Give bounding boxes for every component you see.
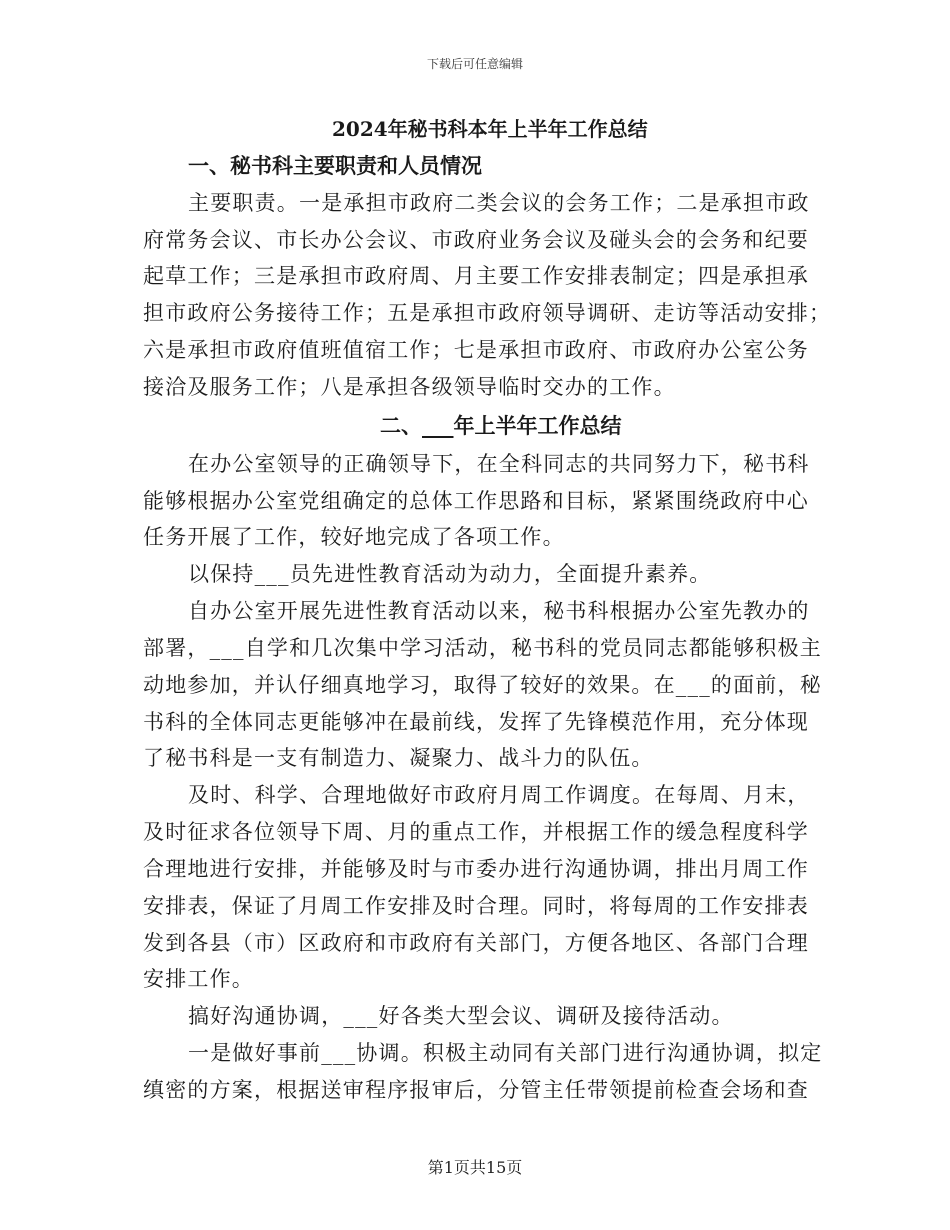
paragraph-line: 接洽及服务工作；八是承担各级领导临时交办的工作。 bbox=[143, 375, 676, 399]
paragraph-line: 动地参加，并认仔细真地学习，取得了较好的效果。在___的面前，秘 bbox=[143, 673, 822, 697]
paragraph-line: 以保持___员先进性教育活动为动力，全面提升素养。 bbox=[188, 562, 712, 586]
paragraph-line: 担市政府公务接待工作；五是承担市政府领导调研、走访等活动安排； bbox=[143, 301, 832, 325]
paragraph-line: 合理地进行安排，并能够及时与市委办进行沟通协调，排出月周工作 bbox=[143, 857, 809, 881]
paragraph-line: 发到各县（市）区政府和市政府有关部门，方便各地区、各部门合理 bbox=[143, 931, 809, 955]
paragraph-line: 起草工作；三是承担市政府周、月主要工作安排表制定；四是承担承 bbox=[143, 264, 809, 288]
paragraph-line: 在办公室领导的正确领导下，在全科同志的共同努力下，秘书科 bbox=[188, 452, 810, 476]
paragraph-line: 一是做好事前___协调。积极主动同有关部门进行沟通协调，拟定 bbox=[188, 1041, 823, 1065]
paragraph-line: 安排表，保证了月周工作安排及时合理。同时，将每周的工作安排表 bbox=[143, 894, 809, 918]
paragraph-line: 自办公室开展先进性教育活动以来，秘书科根据办公室先教办的 bbox=[188, 599, 810, 623]
paragraph-line: 任务开展了工作，较好地完成了各项工作。 bbox=[143, 525, 565, 549]
document-title: 2024年秘书科本年上半年工作总结 bbox=[332, 117, 648, 141]
paragraph-line: 了秘书科是一支有制造力、凝聚力、战斗力的队伍。 bbox=[143, 746, 654, 770]
paragraph-line: 府常务会议、市长办公会议、市政府业务会议及碰头会的会务和纪要 bbox=[143, 228, 809, 252]
section-heading-1: 一、秘书科主要职责和人员情况 bbox=[188, 153, 482, 178]
paragraph-line: 安排工作。 bbox=[143, 967, 254, 991]
paragraph-line: 部署，___自学和几次集中学习活动，秘书科的党员同志都能够积极主 bbox=[143, 636, 822, 660]
paragraph-line: 搞好沟通协调，___好各类大型会议、调研及接待活动。 bbox=[188, 1004, 734, 1028]
paragraph-line: 书科的全体同志更能够冲在最前线，发挥了先锋模范作用，充分体现 bbox=[143, 710, 809, 734]
header-note: 下载后可任意编辑 bbox=[426, 57, 523, 71]
page-footer: 第1页共15页 bbox=[427, 1158, 523, 1177]
paragraph-line: 及时、科学、合理地做好市政府月周工作调度。在每周、月末， bbox=[188, 783, 810, 807]
paragraph-line: 及时征求各位领导下周、月的重点工作，并根据工作的缓急程度科学 bbox=[143, 820, 809, 844]
paragraph-line: 缜密的方案，根据送审程序报审后，分管主任带领提前检查会场和查 bbox=[143, 1078, 809, 1102]
paragraph-line: 六是承担市政府值班值宿工作；七是承担市政府、市政府办公室公务 bbox=[143, 338, 809, 362]
paragraph-line: 能够根据办公室党组确定的总体工作思路和目标，紧紧围绕政府中心 bbox=[143, 489, 809, 513]
paragraph-line: 主要职责。一是承担市政府二类会议的会务工作；二是承担市政 bbox=[188, 191, 810, 215]
section-heading-2: 二、___年上半年工作总结 bbox=[380, 413, 622, 438]
